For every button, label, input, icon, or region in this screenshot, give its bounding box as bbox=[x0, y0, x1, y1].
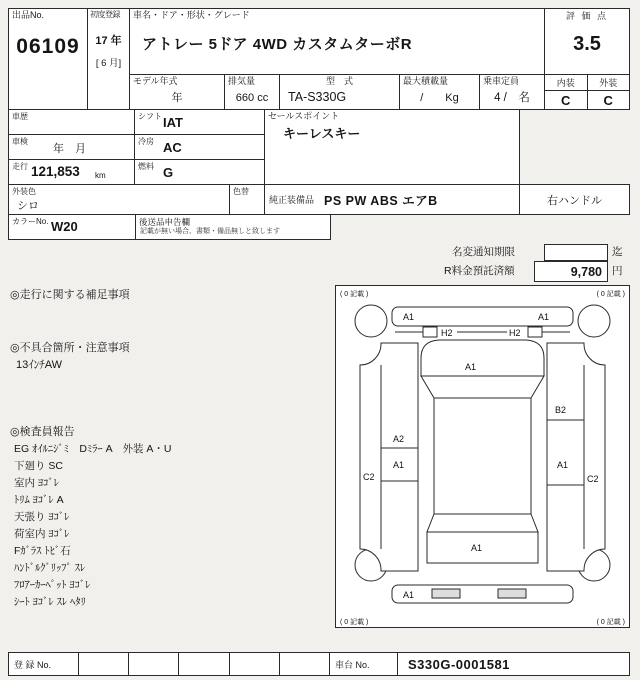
headlight-right-shape bbox=[528, 327, 542, 337]
chassis-no-cell bbox=[329, 652, 630, 676]
interior-column bbox=[545, 75, 588, 109]
windshield-shape bbox=[421, 376, 544, 398]
capacity-value: 4 / 名 bbox=[494, 92, 530, 104]
model-code-label: 型 式 bbox=[325, 76, 353, 86]
name-change-deadline-box bbox=[544, 244, 608, 261]
fuel-value: G bbox=[163, 165, 174, 180]
exhibit-no-cell bbox=[8, 8, 88, 110]
interior-exterior-cell bbox=[544, 74, 630, 110]
model-code-value: TA-S330G bbox=[288, 90, 347, 104]
diagram-corner-mark: ( 0 記載 ) bbox=[596, 619, 625, 626]
registration-no-cell bbox=[8, 652, 330, 676]
color-no-cell bbox=[8, 214, 136, 240]
diagram-corner-mark: ( 0 記載 ) bbox=[596, 291, 625, 298]
mileage-unit: km bbox=[95, 171, 106, 180]
license-plate-shape bbox=[498, 589, 526, 598]
exterior-color-label: 外装色 bbox=[12, 187, 36, 196]
aircon-label: 冷房 bbox=[138, 137, 154, 146]
sales-point-cell bbox=[264, 109, 520, 185]
diagram-label-front-bumper-right: A1 bbox=[538, 312, 550, 322]
registration-no-empty-cell bbox=[230, 653, 280, 675]
interior-label: 内装 bbox=[545, 75, 587, 91]
first-registration-year: 17 年 bbox=[95, 35, 122, 47]
chassis-no-value: S330G-0001581 bbox=[408, 656, 510, 672]
diagram-label-front-bumper-left: A1 bbox=[403, 312, 415, 322]
headlight-left-shape bbox=[423, 327, 437, 337]
recycle-fee-unit: 円 bbox=[612, 265, 623, 277]
inspector-item: 室内 ﾖｺﾞﾚ bbox=[14, 477, 59, 489]
equipment-value: PS PW ABS エアB bbox=[324, 193, 438, 208]
shift-value: IAT bbox=[163, 115, 183, 130]
diagram-label-right-front-fender: B2 bbox=[555, 405, 567, 415]
hood-shape bbox=[421, 340, 544, 376]
diagram-label-headlight-right: H2 bbox=[509, 328, 521, 338]
diagram-label-right-rear-door: A1 bbox=[557, 460, 569, 470]
exterior-color-cell bbox=[8, 184, 231, 215]
score-label: 評 価 点 bbox=[565, 11, 608, 21]
inspector-item: 下廻り SC bbox=[14, 460, 64, 472]
max-load-cell bbox=[399, 74, 480, 110]
aircon-value: AC bbox=[163, 140, 182, 155]
inspector-item: ｼｰﾄ ﾖｺﾞﾚ ｽﾚ ﾍﾀﾘ bbox=[14, 596, 86, 608]
left-side-panel-shape bbox=[360, 343, 418, 571]
max-load-value: / Kg bbox=[420, 92, 459, 104]
color-change-label: 色替 bbox=[233, 187, 249, 196]
registration-no-label: 登 録 No. bbox=[9, 653, 79, 675]
diagram-label-right-sill: C2 bbox=[587, 474, 599, 484]
steering-side-value: 右ハンドル bbox=[547, 194, 602, 207]
diagram-label-left-rear-door: A1 bbox=[393, 460, 405, 470]
color-change-cell bbox=[229, 184, 265, 215]
roof-shape bbox=[434, 398, 531, 514]
inspector-item: EG ｵｲﾙﾆｼﾞﾐ Dﾐﾗｰ A 外装 A・U bbox=[14, 443, 172, 455]
inspector-item: 天張り ﾖｺﾞﾚ bbox=[14, 511, 70, 523]
inspector-item: ﾄﾘﾑ ﾖｺﾞﾚ A bbox=[14, 494, 64, 506]
model-year-label: モデル年式 bbox=[133, 76, 178, 86]
registration-no-empty-cell bbox=[79, 653, 129, 675]
diagram-label-left-sill: C2 bbox=[363, 472, 375, 482]
steering-side-cell bbox=[519, 184, 630, 215]
diagram-label-headlight-left: H2 bbox=[441, 328, 453, 338]
wheel-front-left-icon bbox=[355, 305, 387, 337]
shift-cell bbox=[134, 109, 265, 135]
tailgate-shape bbox=[427, 532, 538, 563]
color-no-value: W20 bbox=[51, 219, 78, 234]
inspection-cell bbox=[8, 134, 136, 160]
equipment-label: 純正装備品 bbox=[269, 195, 315, 205]
capacity-cell bbox=[479, 74, 545, 110]
defect-section-title: ◎不具合箇所・注意事項 bbox=[10, 342, 130, 354]
score-cell bbox=[544, 8, 630, 75]
registration-no-empty-cell bbox=[129, 653, 179, 675]
inspection-label: 車検 bbox=[12, 137, 28, 146]
diagram-label-hood: A1 bbox=[465, 362, 477, 372]
name-change-deadline-suffix: 迄 bbox=[612, 246, 623, 258]
chassis-no-label: 車台 No. bbox=[330, 653, 398, 675]
history-cell bbox=[8, 109, 136, 135]
defect-item: 13ｲﾝﾁAW bbox=[16, 359, 63, 371]
inspector-item: Fｶﾞﾗｽ ﾄﾋﾞ石 bbox=[14, 545, 71, 557]
first-registration-cell bbox=[87, 8, 130, 110]
inspector-item: ﾌﾛｱｰｶｰﾍﾟｯﾄ ﾖｺﾞﾚ bbox=[14, 579, 91, 591]
model-code-cell bbox=[279, 74, 400, 110]
diagram-corner-mark: ( 0 記載 ) bbox=[340, 619, 369, 626]
displacement-value: 660 cc bbox=[235, 92, 269, 104]
rear-bumper-shape bbox=[392, 585, 573, 603]
mileage-value: 121,853 bbox=[31, 164, 80, 179]
sales-point-label: セールスポイント bbox=[268, 111, 340, 121]
fuel-label: 燃料 bbox=[138, 162, 154, 171]
max-load-label: 最大積載量 bbox=[403, 76, 449, 86]
later-items-note: 記載が無い場合、書類・備品無しと致します bbox=[140, 228, 280, 235]
fuel-cell bbox=[134, 159, 265, 185]
diagram-label-tailgate: A1 bbox=[471, 543, 483, 553]
aircon-cell bbox=[134, 134, 265, 160]
car-name-value: アトレー 5ドア 4WD カスタムターボR bbox=[142, 36, 413, 53]
later-items-label: 後送品申告欄 bbox=[139, 217, 191, 227]
displacement-cell bbox=[224, 74, 280, 110]
license-plate-shape bbox=[432, 589, 460, 598]
exhibit-no-value: 06109 bbox=[16, 35, 80, 58]
recycle-fee-value: 9,780 bbox=[534, 261, 608, 282]
equipment-cell bbox=[264, 184, 520, 215]
recycle-fee-label: R料金預託済額 bbox=[444, 265, 515, 277]
inspector-item: ﾊﾝﾄﾞﾙｸﾞﾘｯﾌﾟ ｽﾚ bbox=[14, 562, 86, 574]
exterior-column bbox=[588, 75, 630, 109]
model-year-cell bbox=[129, 74, 225, 110]
mileage-label: 走行 bbox=[12, 162, 28, 171]
sales-point-value: キーレスキー bbox=[283, 126, 361, 141]
name-change-deadline-label: 名変通知期限 bbox=[452, 246, 515, 258]
later-items-cell bbox=[135, 214, 331, 240]
car-name-label: 車名・ドア・形状・グレード bbox=[133, 10, 250, 20]
mileage-cell bbox=[8, 159, 136, 185]
model-year-value: 年 bbox=[171, 92, 183, 104]
car-name-cell bbox=[129, 8, 545, 75]
history-label: 車歴 bbox=[12, 112, 28, 121]
vehicle-diagram bbox=[335, 285, 630, 628]
right-side-panel-shape bbox=[547, 343, 605, 571]
rear-window-shape bbox=[427, 514, 538, 532]
registration-no-empty-cell bbox=[280, 653, 329, 675]
score-value: 3.5 bbox=[573, 33, 601, 55]
inspector-report-title: ◎検査員報告 bbox=[10, 426, 75, 438]
wheel-front-right-icon bbox=[578, 305, 610, 337]
registration-no-empty-cell bbox=[179, 653, 229, 675]
displacement-label: 排気量 bbox=[228, 76, 256, 86]
diagram-corner-mark: ( 0 記載 ) bbox=[340, 291, 369, 298]
shift-label: シフト bbox=[138, 112, 162, 121]
inspector-item: 荷室内 ﾖｺﾞﾚ bbox=[14, 528, 70, 540]
exhibit-no-label: 出品No. bbox=[12, 10, 45, 20]
capacity-label: 乗車定員 bbox=[483, 76, 520, 86]
inspection-value: 年 月 bbox=[53, 143, 86, 155]
first-registration-month: [ 6 月] bbox=[95, 58, 122, 69]
first-registration-label: 初度登録 bbox=[90, 10, 120, 19]
mileage-note-title: ◎走行に関する補足事項 bbox=[10, 289, 130, 301]
exterior-color-value: シロ bbox=[17, 200, 39, 212]
exterior-grade: C bbox=[603, 92, 613, 108]
diagram-label-rear-bumper: A1 bbox=[403, 590, 415, 600]
exterior-label: 外装 bbox=[588, 75, 630, 91]
diagram-label-left-front-door: A2 bbox=[393, 434, 405, 444]
interior-grade: C bbox=[561, 92, 571, 108]
color-no-label: カラーNo. bbox=[12, 217, 49, 226]
